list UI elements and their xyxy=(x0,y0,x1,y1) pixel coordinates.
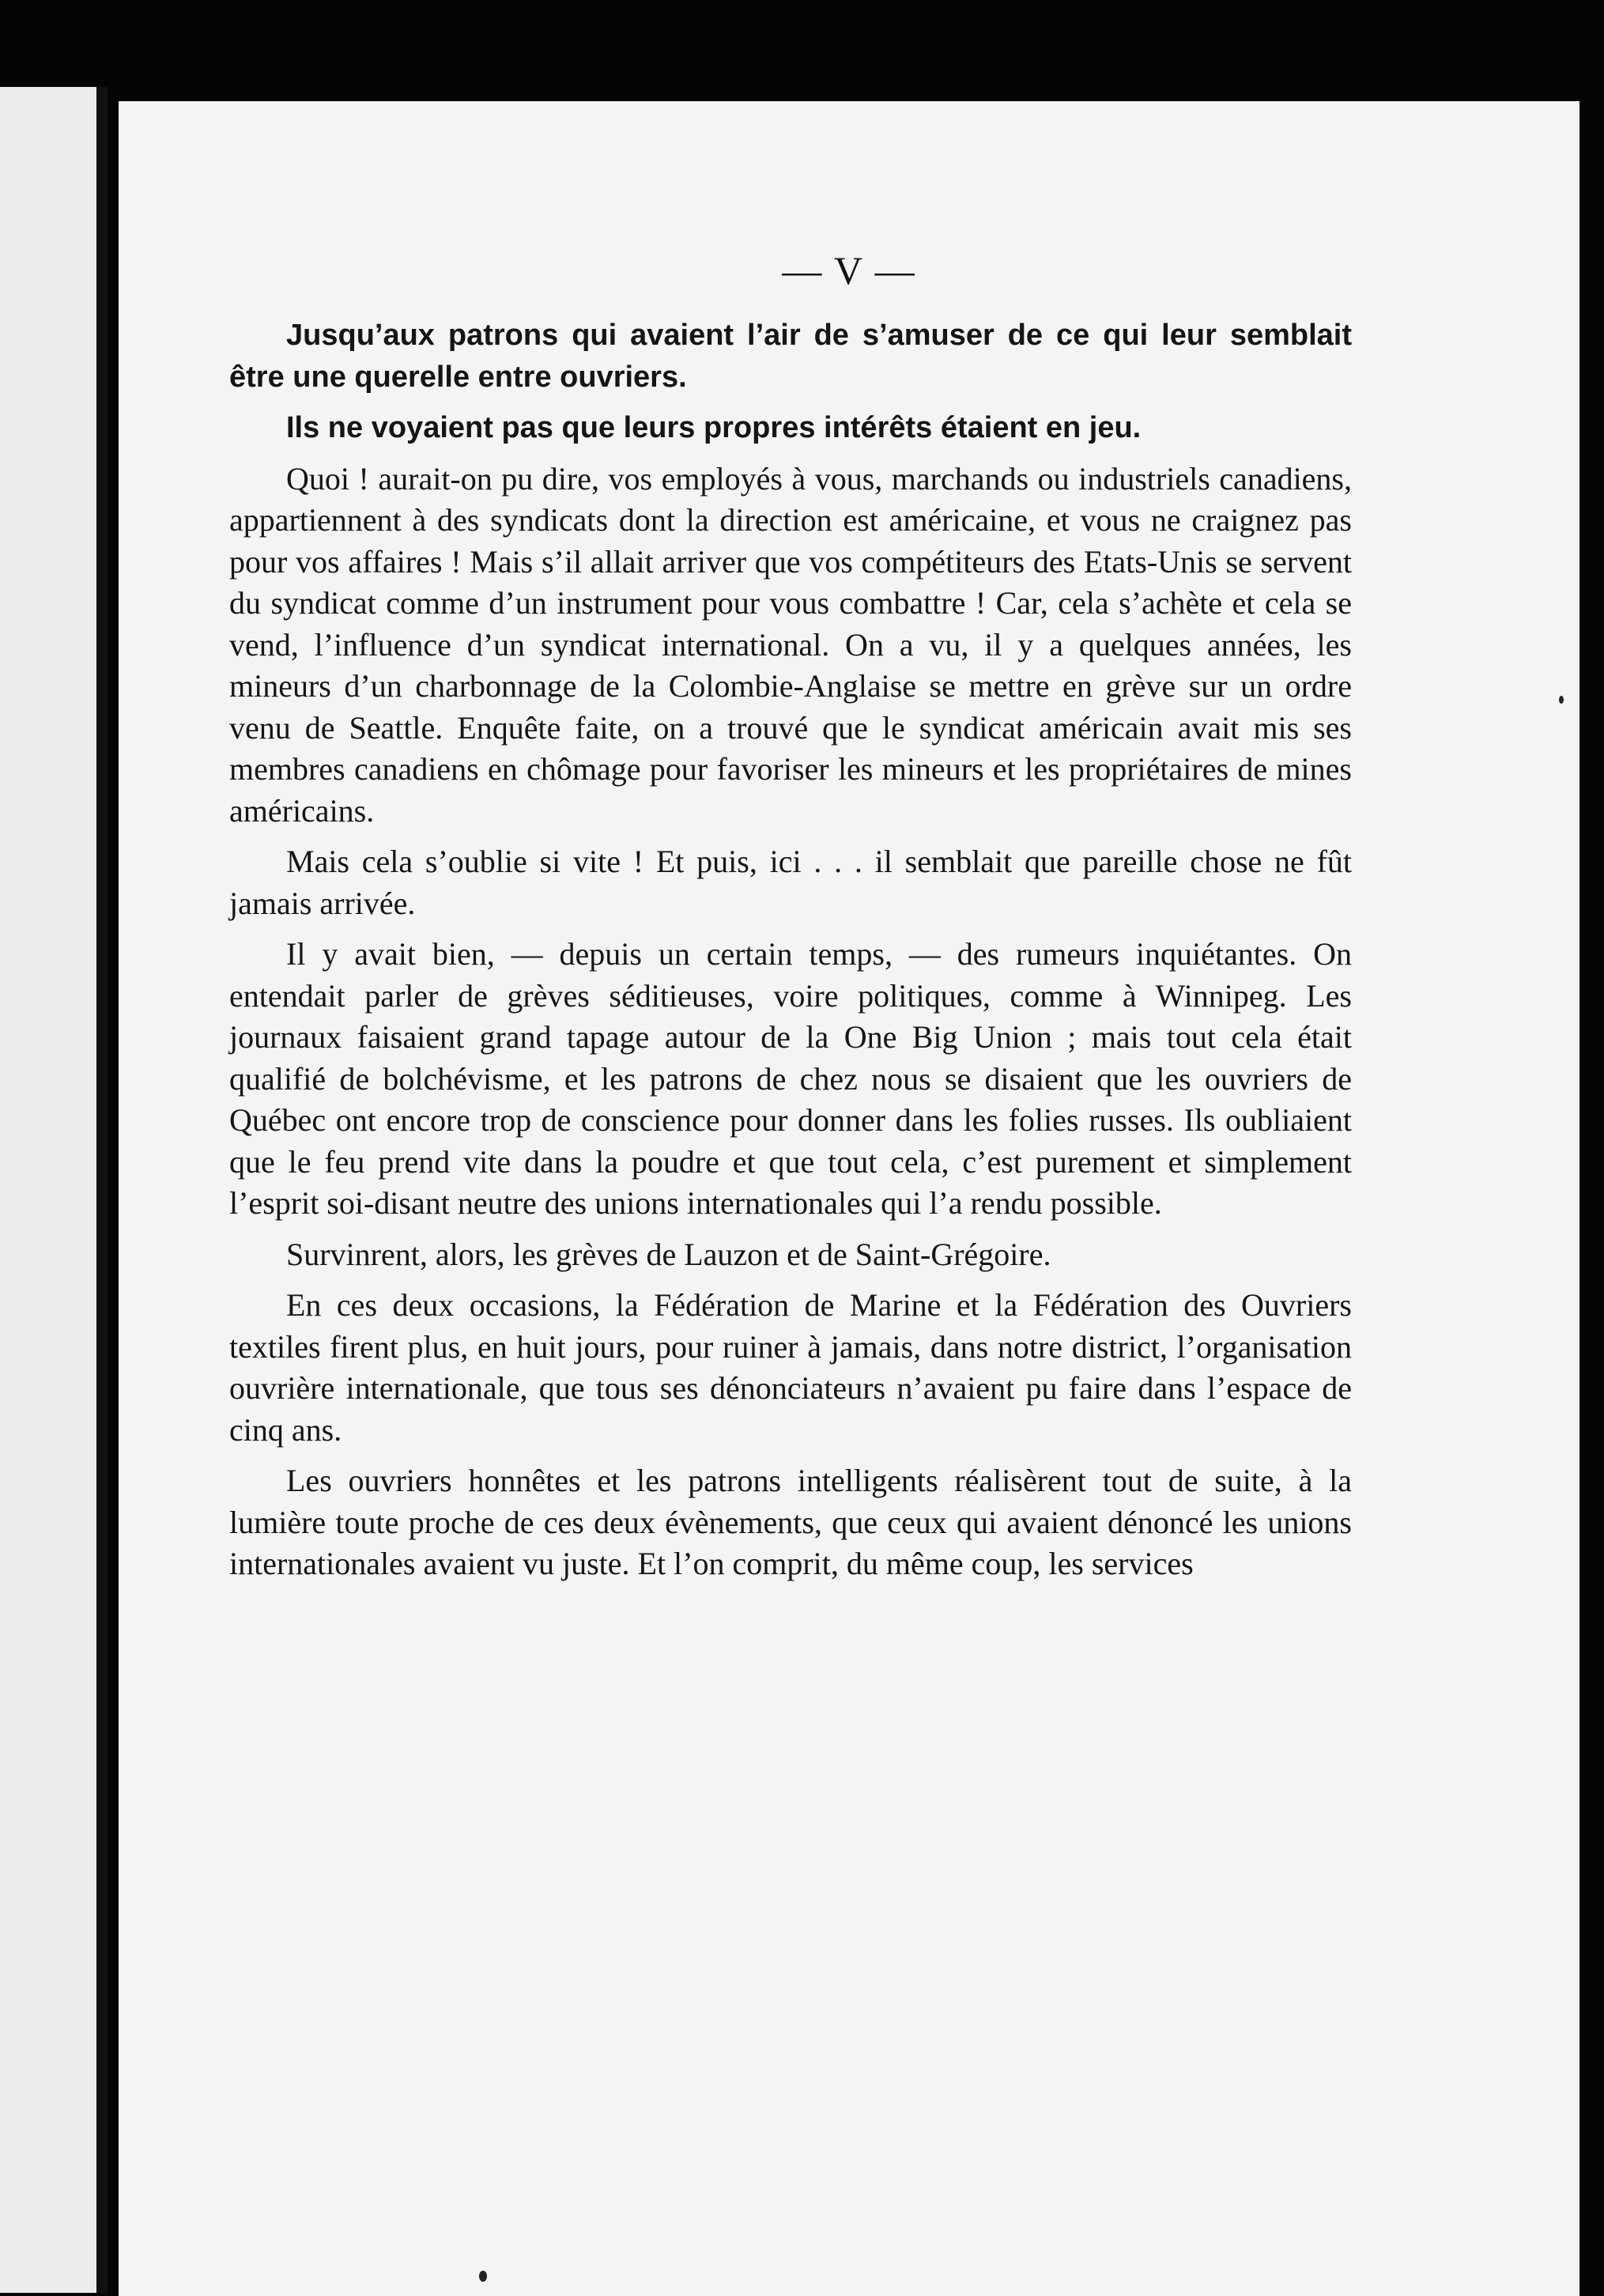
scan-speck xyxy=(479,2271,487,2282)
body-text xyxy=(229,315,1352,1585)
paragraph-7: En ces deux occasions, la Fédération de Marine et la Fédération des Ouvriers textiles firent plus, en huit jours, pour ruiner à jamais, dans notre district, l’organisation ouvrière internationale, que tous ses dénonciateurs n’avaient pu faire dans l’espace de cinq ans. xyxy=(229,1287,1352,1448)
document-page xyxy=(119,101,1579,2296)
paragraph-8: Les ouvriers honnêtes et les patrons intelligents réalisèrent tout de suite, à la lumière toute proche de ces deux évènements, que ceux qui avaient dénoncé les unions internationales avaient vu juste. Et l’on comprit, du même coup, les services xyxy=(229,1463,1352,1581)
paragraph-3: Quoi ! aurait-on pu dire, vos employés à vous, marchands ou industriels canadiens, appartiennent à des syndicats dont la direction est américaine, et vous ne craignez pas pour vos affaires ! Mais s’il allait arriver que vos compétiteurs des Etats-Unis se servent du syndicat comme d’un instrument pour vous combattre ! Car, cela s’achète et cela se vend, l’influence d’un syndicat international. On a vu, il y a quelques années, les mineurs d’un charbonnage de la Colombie-Anglaise se mettre en grève sur un ordre venu de Seattle. Enquête faite, on a trouvé que le syndicat américain avait mis ses membres canadiens en chômage pour favoriser les mineurs et les propriétaires de mines américains. xyxy=(229,460,1352,829)
paragraph-1: Jusqu’aux patrons qui avaient l’air de s’amuser de ce qui leur semblait être une querelle entre ouvriers. xyxy=(229,319,1352,394)
paragraph-5: Il y avait bien, — depuis un certain temps, — des rumeurs inquiétantes. On entendait parler de grèves séditieuses, voire politiques, comme à Winnipeg. Les journaux faisaient grand tapage autour de la One Big Union ; mais tout cela était qualifié de bolchévisme, et les patrons de chez nous se disaient que les ouvriers de Québec ont encore trop de conscience pour donner dans les folies russes. Ils oubliaient que le feu prend vite dans la poudre et que tout cela, c’est purement et simplement l’esprit soi-disant neutre des unions internationales qui l’a rendu possible. xyxy=(229,936,1352,1221)
paragraph-4: Mais cela s’oublie si vite ! Et puis, ici . . . il semblait que pareille chose ne fût jamais arrivée. xyxy=(229,844,1352,921)
film-margin-left xyxy=(0,87,101,2293)
page-number-header: — V — xyxy=(782,248,916,293)
scan-speck xyxy=(1559,696,1564,704)
film-edge-line xyxy=(96,87,108,2293)
paragraph-6: Survinrent, alors, les grèves de Lauzon et de Saint-Grégoire. xyxy=(286,1236,1051,1272)
paragraph-2: Ils ne voyaient pas que leurs propres intérêts étaient en jeu. xyxy=(286,411,1142,444)
